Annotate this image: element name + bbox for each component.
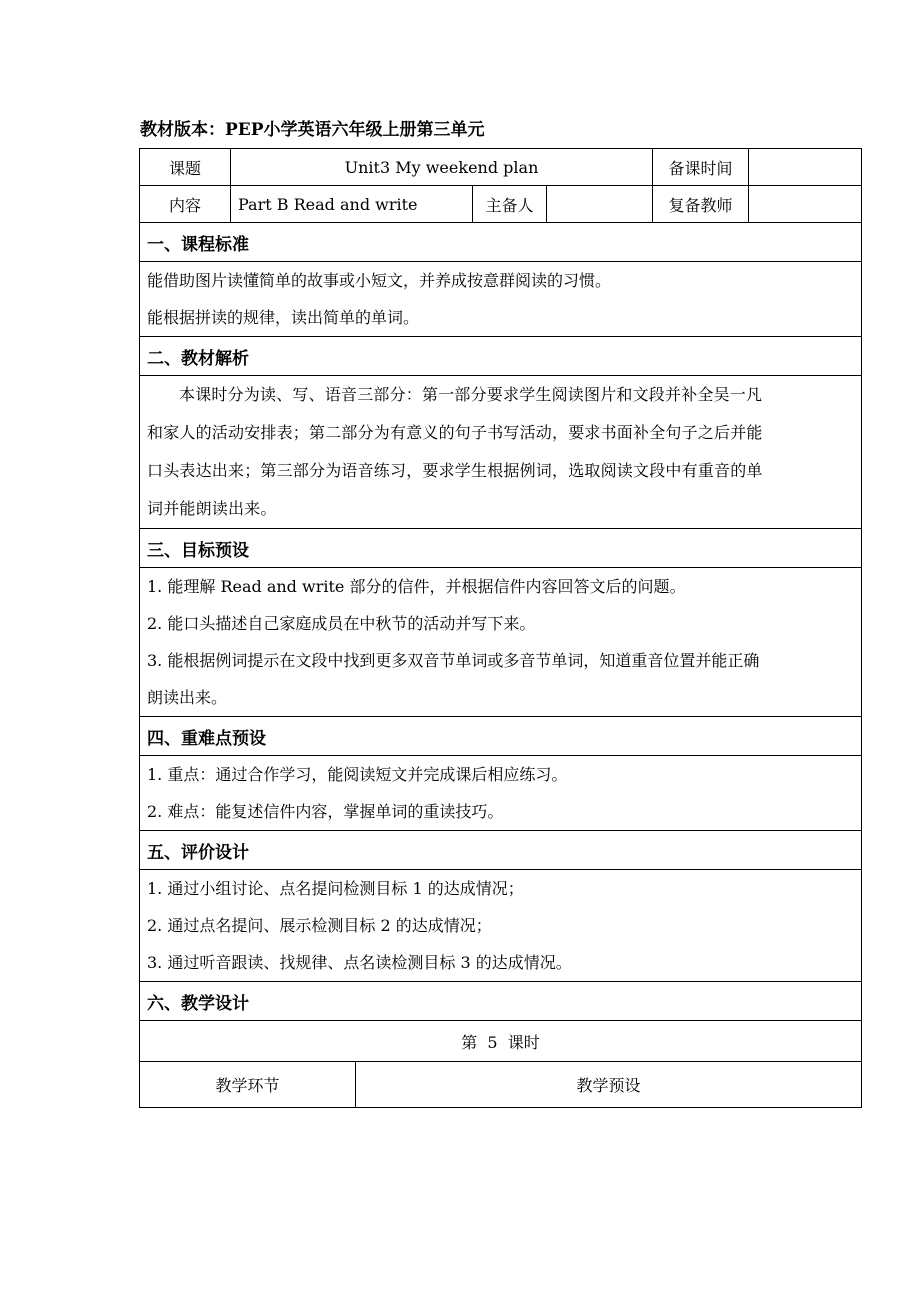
reviewer-label: 复备教师 — [653, 186, 749, 223]
document-title: 教材版本：PEP小学英语六年级上册第三单元 — [140, 120, 485, 140]
section-body-row — [140, 870, 862, 982]
evaluation-line: 3. 通过听音跟读、找规律、点名读检测目标 3 的达成情况。 — [147, 953, 572, 972]
main-preparer-label: 主备人 — [473, 186, 547, 223]
main-preparer-value — [547, 186, 653, 223]
section-heading-row — [140, 717, 862, 756]
section-title-standard: 一、课程标准 — [140, 223, 862, 262]
section-body-evaluation — [140, 870, 862, 982]
lesson-plan-table — [139, 148, 862, 1108]
section-title-design: 六、教学设计 — [140, 982, 862, 1021]
design-columns-row — [140, 1062, 862, 1108]
key-point-line: 2. 难点：能复述信件内容，掌握单词的重读技巧。 — [147, 802, 504, 821]
section-body-row — [140, 568, 862, 717]
col-teaching-plan: 教学预设 — [356, 1062, 862, 1108]
topic-value: Unit3 My weekend plan — [231, 149, 653, 186]
lesson-period: 第 5 课时 — [140, 1021, 862, 1062]
section-body-goals — [140, 568, 862, 717]
key-point-line: 1. 重点：通过合作学习，能阅读短文并完成课后相应练习。 — [147, 765, 568, 784]
section-heading-row — [140, 831, 862, 870]
standard-line: 能根据拼读的规律，读出简单的单词。 — [147, 308, 420, 327]
analysis-line: 口头表达出来；第三部分为语音练习，要求学生根据例词，选取阅读文段中有重音的单 — [147, 461, 763, 480]
goal-line: 2. 能口头描述自己家庭成员在中秋节的活动并写下来。 — [147, 614, 536, 633]
analysis-line: 和家人的活动安排表；第二部分为有意义的句子书写活动，要求书面补全句子之后并能 — [147, 423, 763, 442]
topic-label: 课题 — [140, 149, 231, 186]
analysis-line: 词并能朗读出来。 — [147, 499, 277, 518]
col-teaching-stage: 教学环节 — [140, 1062, 356, 1108]
evaluation-line: 1. 通过小组讨论、点名提问检测目标 1 的达成情况； — [147, 879, 524, 898]
section-title-goals: 三、目标预设 — [140, 529, 862, 568]
section-title-analysis: 二、教材解析 — [140, 337, 862, 376]
analysis-line: 本课时分为读、写、语音三部分：第一部分要求学生阅读图片和文段并补全吴一凡 — [179, 385, 763, 404]
standard-line: 能借助图片读懂简单的故事或小短文，并养成按意群阅读的习惯。 — [147, 271, 612, 290]
section-heading-row — [140, 529, 862, 568]
content-label: 内容 — [140, 186, 231, 223]
section-heading-row — [140, 223, 862, 262]
section-body-row — [140, 376, 862, 529]
reviewer-value — [749, 186, 862, 223]
section-heading-row — [140, 982, 862, 1021]
prep-time-value — [749, 149, 862, 186]
period-row — [140, 1021, 862, 1062]
goal-line: 1. 能理解 Read and write 部分的信件，并根据信件内容回答文后的问题。 — [147, 577, 686, 596]
section-title-key-points: 四、重难点预设 — [140, 717, 862, 756]
section-heading-row — [140, 337, 862, 376]
section-body-analysis — [140, 376, 862, 529]
content-value: Part B Read and write — [231, 186, 473, 223]
goal-line: 朗读出来。 — [147, 688, 228, 707]
topic-row — [140, 149, 862, 186]
section-body-key-points — [140, 756, 862, 831]
section-title-evaluation: 五、评价设计 — [140, 831, 862, 870]
evaluation-line: 2. 通过点名提问、展示检测目标 2 的达成情况； — [147, 916, 492, 935]
goal-line: 3. 能根据例词提示在文段中找到更多双音节单词或多音节单词，知道重音位置并能正确 — [147, 651, 760, 670]
prep-time-label: 备课时间 — [653, 149, 749, 186]
section-body-row — [140, 262, 862, 337]
content-row — [140, 186, 862, 223]
section-body-standard — [140, 262, 862, 337]
section-body-row — [140, 756, 862, 831]
